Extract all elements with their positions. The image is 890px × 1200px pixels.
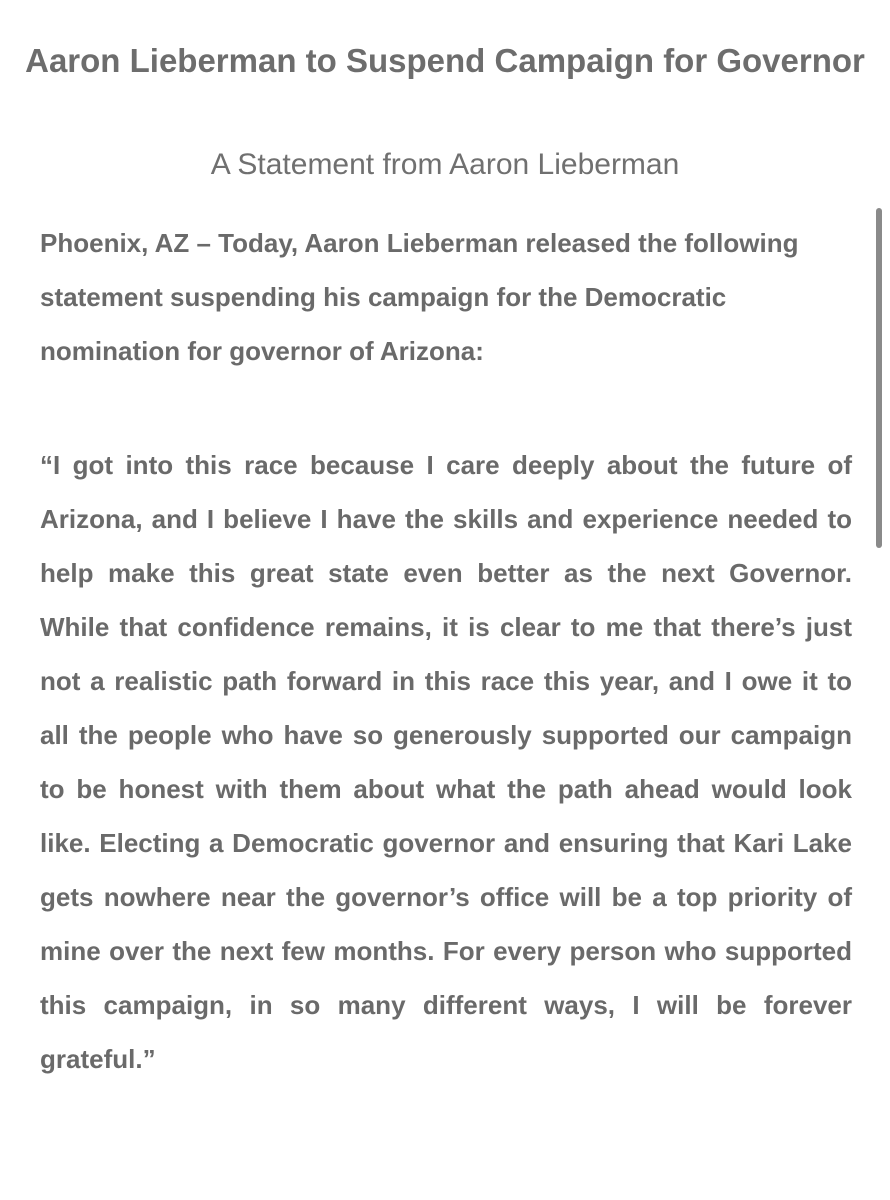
quote-paragraph: “I got into this race because I care deeply about the future of Arizona, and I believe I have the skills and experience needed to help make this great state even better as the next Governor. While that confidence remains, it is clear to me that there’s just not a realistic path forward in this race this year, and I owe it to all the people who have so generously supported our campaign to be honest with them about what the path ahead would look like. Electing a Democratic governor and ensuring that Kari Lake gets nowhere near the governor’s office will be a top priority of mine over the next few months. For every person who supported this campaign, in so many different ways, I will be forever grateful.”: [40, 450, 852, 1074]
vertical-scrollbar[interactable]: [876, 208, 882, 548]
headline: Aaron Lieberman to Suspend Campaign for Governor: [25, 42, 865, 79]
subheadline: A Statement from Aaron Lieberman: [210, 148, 680, 181]
intro-paragraph: Phoenix, AZ – Today, Aaron Lieberman released the following statement suspending his campaign for the Democratic nomination for governor of Arizona:: [40, 228, 799, 366]
